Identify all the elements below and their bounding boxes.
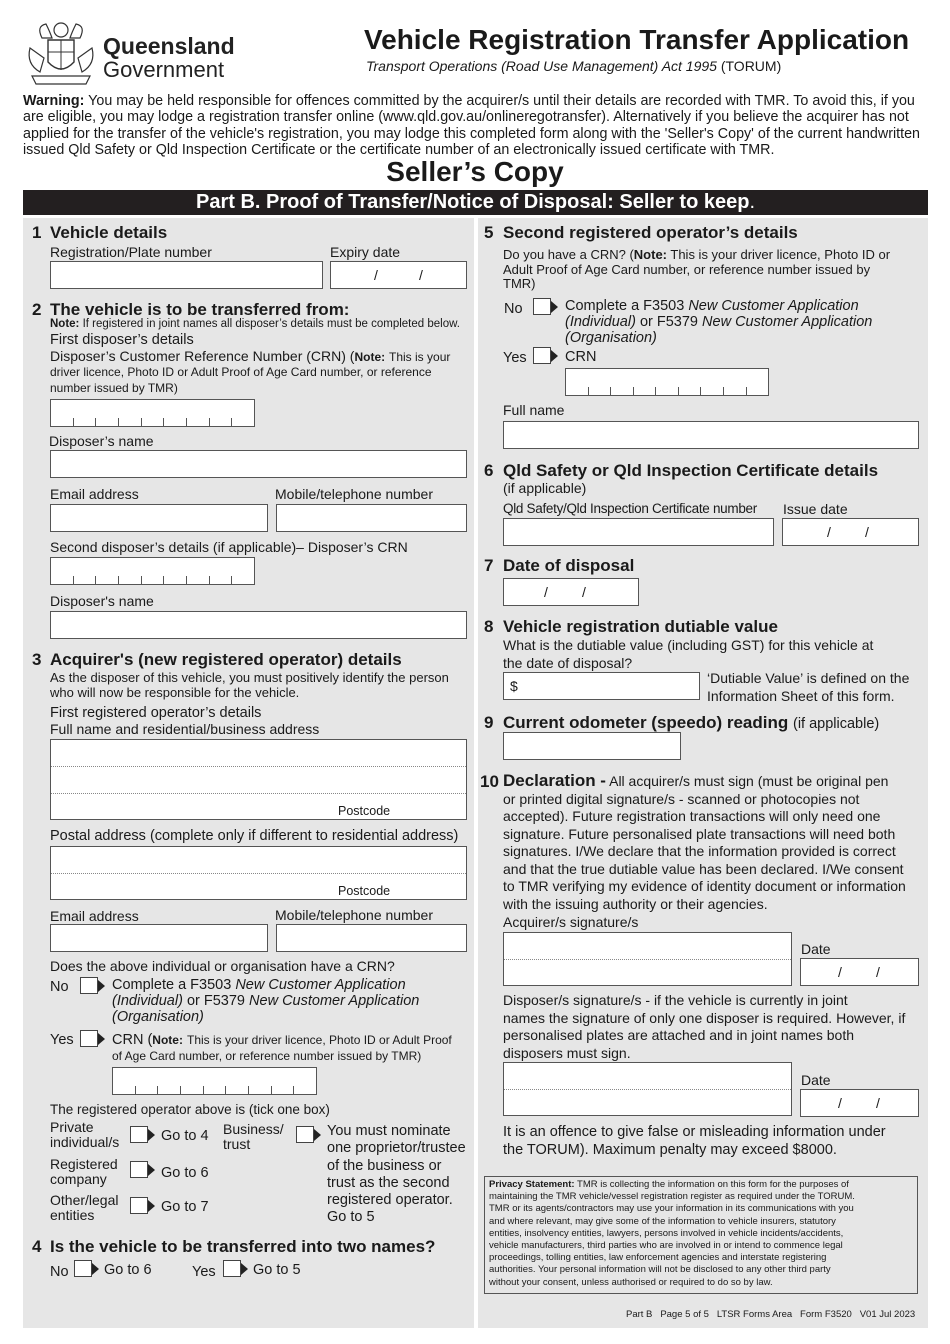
section-3-intro-2: who will now be responsible for the vehicle. (50, 685, 300, 700)
section-3-title: Acquirer's (new registered operator) details (50, 650, 402, 669)
other-legal-label: Other/legal entities (50, 1192, 119, 1223)
s6-subtitle: (if applicable) (503, 480, 587, 496)
section-4-number: 4 (32, 1237, 42, 1256)
first-operator-label: First registered operator’s details (50, 705, 262, 721)
second-disposer-crn-input[interactable] (50, 557, 255, 585)
business-trust-note: You must nominate one proprietor/trustee of the business or trust as the second registered operator. Go to 5 (327, 1123, 466, 1226)
s5-yes-label: Yes (503, 350, 527, 366)
postcode-label: Postcode (338, 804, 391, 818)
s3-no-checkbox[interactable] (80, 977, 98, 994)
section-7-number: 7 (484, 556, 494, 575)
disposer-mobile-label: Mobile/telephone number (275, 486, 433, 502)
postcode-label-postal: Postcode (338, 884, 391, 898)
acquirer-date-label: Date (801, 941, 831, 957)
operator-email-label: Email address (50, 908, 139, 924)
certificate-number-label: Qld Safety/Qld Inspection Certificate number (503, 501, 757, 516)
operator-mobile-input[interactable] (276, 924, 467, 952)
registration-label: Registration/Plate number (50, 244, 212, 260)
s5-no-instructions: Complete a F3503 New Customer Application (Individual) or F5379 New Customer Application (Organisation) (565, 298, 873, 346)
section-9-title: Current odometer (speedo) reading (if applicable) (503, 713, 880, 732)
postal-address-label: Postal address (complete only if different to residential address) (50, 828, 459, 844)
registered-company-checkbox[interactable] (130, 1161, 148, 1178)
s3-no-instructions: Complete a F3503 New Customer Application (Individual) or F5379 New Customer Application (Organisation) (112, 977, 420, 1025)
business-trust-checkbox[interactable] (296, 1126, 314, 1143)
s4-yes-label: Yes (192, 1264, 216, 1280)
disposer-signature-text: Disposer/s signature/s - if the vehicle is currently in joint names the signature of only one disposer is required. However, if personalised plates are attached and in joint names both disposers must sign. (503, 992, 906, 1061)
second-disposer-name-input[interactable] (50, 611, 467, 639)
dutiable-value-input[interactable] (503, 672, 700, 700)
section-2-number: 2 (32, 300, 42, 319)
section-8-number: 8 (484, 617, 494, 636)
section-8-title: Vehicle registration dutiable value (503, 617, 778, 636)
dutiable-value-definition: ‘Dutiable Value’ is defined on the Information Sheet of this form. (707, 670, 910, 704)
disposer-date-input[interactable]: / / (800, 1089, 919, 1117)
s4-yes-go-label: Go to 5 (253, 1262, 301, 1278)
queensland-crest-logo (22, 18, 100, 88)
offence-warning: It is an offence to give false or misleading information under the TORUM). Maximum penalty may exceed $8000. (503, 1124, 886, 1158)
dollar-sign: $ (510, 678, 518, 694)
section-3-number: 3 (32, 650, 42, 669)
disposer-crn-note-line2: driver licence, Photo ID or Adult Proof of Age Card number, or reference (50, 365, 432, 379)
section-1-title: Vehicle details (50, 223, 168, 242)
s4-no-checkbox[interactable] (74, 1260, 92, 1277)
go-to-7-label: Go to 7 (161, 1199, 209, 1215)
s5-full-name-label: Full name (503, 402, 565, 418)
section-2-note: Note: If registered in joint names all disposer’s details must be completed below. (50, 318, 460, 330)
act-reference: Transport Operations (Road Use Management) Act 1995 (TORUM) (366, 58, 782, 74)
private-individual-checkbox[interactable] (130, 1126, 148, 1143)
s8-question-1: What is the dutiable value (including GST) for this vehicle at (503, 637, 874, 653)
s8-question-2: the date of disposal? (503, 655, 633, 671)
section-4-title: Is the vehicle to be transferred into two names? (50, 1237, 436, 1256)
operator-mobile-label: Mobile/telephone number (275, 907, 433, 923)
section-10-number: 10 (480, 772, 499, 791)
part-b-banner: Part B. Proof of Transfer/Notice of Disposal: Seller to keep. (23, 190, 928, 215)
certificate-number-input[interactable] (503, 518, 774, 546)
registration-input[interactable] (50, 261, 323, 289)
disposer-crn-label: Disposer’s Customer Reference Number (CRN) (Note: This is your (50, 348, 451, 364)
section-6-title: Qld Safety or Qld Inspection Certificate details (503, 461, 879, 480)
s4-no-label: No (50, 1264, 69, 1280)
residential-address-input[interactable] (50, 739, 467, 820)
s5-question-1: Do you have a CRN? (Note: This is your driver licence, Photo ID or (503, 247, 891, 262)
odometer-input[interactable] (503, 732, 681, 760)
s3-crn-label: CRN (Note: This is your driver licence, Photo ID or Adult Proof (112, 1032, 452, 1048)
operator-crn-input[interactable] (112, 1067, 317, 1095)
expiry-date-input[interactable]: / / (330, 261, 467, 289)
s3-yes-label: Yes (50, 1032, 74, 1048)
s3-no-label: No (50, 979, 69, 995)
issue-date-input[interactable]: / / (782, 518, 919, 546)
issue-date-label: Issue date (783, 501, 848, 517)
expiry-label: Expiry date (330, 244, 401, 260)
section-2-title: The vehicle is to be transferred from: (50, 300, 350, 319)
operator-email-input[interactable] (50, 924, 268, 952)
s5-no-label: No (504, 301, 523, 317)
second-disposer-label: Second disposer’s details (if applicable)– Disposer’s CRN (50, 539, 408, 555)
s5-question-3: TMR) (503, 276, 536, 291)
page-footer: Part B Page 5 of 5 LTSR Forms Area Form F3520 V01 Jul 2023 (626, 1309, 916, 1320)
disposer-signature-input[interactable] (503, 1062, 792, 1116)
go-to-6-label: Go to 6 (161, 1165, 209, 1181)
logo-queensland: Queensland (103, 33, 235, 59)
tick-one-label: The registered operator above is (tick one box) (50, 1102, 330, 1117)
postal-address-input[interactable] (50, 846, 467, 900)
section-1-number: 1 (32, 223, 42, 242)
privacy-statement: Privacy Statement: TMR is collecting the information on this form for the purposes of maintaining the TMR vehicle/vessel registration register as required under the TORUM. TMR or its agents/contractors may use your information in its communications with you and where relevant, may give some of the information to vehicle insurers, statutory entities, insolvency entities, lawyers, persons involved in vehicle incidents/accidents, vehicle manufacturers, third parties who are involved in or intend to commence legal proceedings, tolling entities, law enforcement agencies and interstate registering authorities. Your personal information will not be disclosed to any other third party without your consent, unless authorised or required to do so by law. (484, 1176, 918, 1294)
s4-no-go-label: Go to 6 (104, 1262, 152, 1278)
disposer-mobile-input[interactable] (276, 504, 467, 532)
disposer-email-label: Email address (50, 486, 139, 502)
other-legal-checkbox[interactable] (130, 1197, 148, 1214)
section-3-intro-1: As the disposer of this vehicle, you must positively identify the person (50, 670, 449, 685)
second-operator-crn-input[interactable] (565, 368, 769, 396)
second-operator-name-input[interactable] (503, 421, 919, 449)
section-5-title: Second registered operator’s details (503, 223, 798, 242)
section-6-number: 6 (484, 461, 494, 480)
registered-company-label: Registered company (50, 1156, 118, 1187)
s3-crn-note-2: of Age Card number, or reference number issued by TMR) (112, 1049, 422, 1063)
form-title: Vehicle Registration Transfer Application (364, 24, 910, 55)
s5-no-checkbox[interactable] (533, 298, 551, 315)
logo-government: Government (103, 57, 225, 82)
s5-crn-label: CRN (565, 349, 597, 365)
business-trust-label: Business/ trust (223, 1121, 284, 1152)
disposer-date-label: Date (801, 1072, 831, 1088)
first-disposer-label: First disposer’s details (50, 332, 194, 348)
second-disposer-name-label: Disposer's name (50, 593, 154, 609)
disposer-crn-input[interactable] (50, 399, 255, 427)
acquirer-signature-label: Acquirer/s signature/s (503, 914, 639, 930)
s5-yes-checkbox[interactable] (533, 347, 551, 364)
go-to-4-label: Go to 4 (161, 1128, 209, 1144)
s3-yes-checkbox[interactable] (80, 1030, 98, 1047)
acquirer-date-input[interactable]: / / (800, 958, 919, 986)
disposer-name-label: Disposer’s name (49, 433, 154, 449)
crn-question: Does the above individual or organisation have a CRN? (50, 958, 395, 974)
warning-text: Warning: You may be held responsible for offences committed by the acquirer/s until their details are recorded with TMR. To avoid this, if you are eligible, you may lodge a registration transfer online (www.qld.gov.au/onlineregotransfer). Alternatively if you believe the acquirer has not applied for the transfer of the vehicle's registration, you may lodge this completed form along with the 'Seller's Copy' of the current handwritten issued Qld Safety or Qld Inspection Certificate or the certificate number of an electronically issued certificate with TMR. (23, 93, 920, 158)
disposer-email-input[interactable] (50, 504, 268, 532)
s5-question-2: Adult Proof of Age Card number, or reference number issued by (503, 262, 871, 277)
section-5-number: 5 (484, 223, 494, 242)
private-individual-label: Private individual/s (50, 1119, 120, 1150)
date-of-disposal-input[interactable]: / / (503, 578, 639, 606)
section-7-title: Date of disposal (503, 556, 635, 575)
section-9-number: 9 (484, 713, 494, 732)
disposer-name-input[interactable] (50, 450, 467, 478)
declaration-text: Declaration - All acquirer/s must sign (must be original pen or printed digital signature/s - scanned or photocopies not accepted). Future registration transactions will only need one signature. Future personalised plate transactions will need both signatures. I/We declare that the information provided is correct and that the true dutiable value has been declared. I/We consent to TMR verifying my evidence of identity document or information with the issuing authority or their agencies. (503, 771, 906, 912)
s4-yes-checkbox[interactable] (223, 1260, 241, 1277)
copy-title: Seller’s Copy (386, 156, 564, 187)
full-name-address-label: Full name and residential/business address (50, 721, 320, 737)
acquirer-signature-input[interactable] (503, 932, 792, 986)
disposer-crn-note-line3: number issued by TMR) (50, 381, 178, 395)
